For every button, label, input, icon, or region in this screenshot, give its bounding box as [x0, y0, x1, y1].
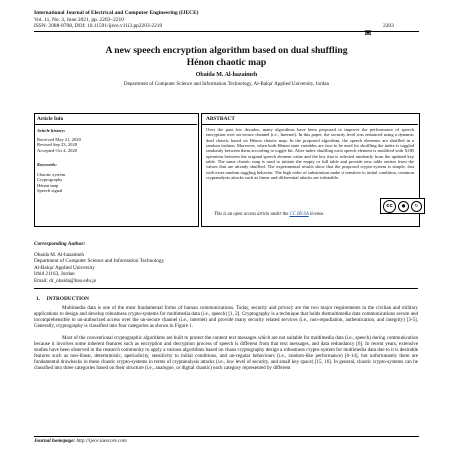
- article-info-heading: Article Info: [37, 116, 64, 122]
- cc-license-badge[interactable]: [380, 198, 425, 214]
- open-access-line: [214, 212, 324, 217]
- license-link[interactable]: CC BY-SA: [289, 212, 309, 217]
- paper-title: [34, 45, 419, 68]
- keyword-item: Cryptography: [37, 177, 63, 183]
- keyword-item: Speech signal: [37, 188, 63, 194]
- sa-icon: ↻: [411, 201, 422, 212]
- history-received: Received May 21, 2020: [37, 137, 81, 142]
- abstract-heading-rule: [201, 124, 418, 125]
- corresponding-department: Department of Computer Science and Information Technology: [34, 258, 165, 265]
- article-history-heading: Article history:: [37, 128, 66, 133]
- corresponding-university: Al-Balqa' Applied University: [34, 264, 95, 271]
- corresponding-email[interactable]: Email: dr_obaida@bau.edu.jo: [34, 277, 97, 284]
- introduction-paragraph-2: Most of the conventional cryptographic algorithms are built to protect the content text messages which are not suitable for multimedia data (i.e., speech) during communication because it involves some inherent features such as encryption and decryption process of speech is different from that text messages, and data redundancy [6]. In recent years, extensive studies have been observed in the research community to apply a various algorithms based on chaos cryptography design a robustness crypto-system for multimedia data due to it is desirable features such as non-linear, deterministic, aperiodicity, sensitivity to initial conditions, and un-regular behaviours (i.e., random-like performance) [6-14], but unfortunately there are fundamental drawbacks in these chaotic crypto-systems in terms of cryptanalysis attacks (i.e., low level of security, and small key space) [15, 16]. In general, chaotic crypto-systems can be classified into three categories based on their structure (i.e., analogue, or digital chaotic) each category represented by different: [34, 335, 418, 372]
- license-text: This is an open access article under the: [214, 212, 289, 217]
- by-icon: ●: [398, 201, 409, 212]
- history-revised: Revised Sep 23, 2020: [37, 142, 78, 148]
- journal-volume: Vol. 11, No. 3, June 2021, pp. 2203~2210: [34, 16, 124, 23]
- keyword-item: Chaotic system: [37, 172, 66, 177]
- article-history-list: [37, 137, 81, 153]
- title-line-2: Hénon chaotic map: [186, 56, 267, 68]
- abstract-text: Over the past few decades, many algorithms have been proposed to improve the performance of speech encryption over un-secure channel (i.e., Internet). In this paper, the security level was enhanced using a dynamic dual chaotic based on Hénon chaotic map. In the proposed algorithm, the speech elements are shuffled in a random fashion. Moreover, when both Hénon state variables are face to be used for shuffling the index is toggled randomly between them according to toggle bit. After index shuffling each speech element is modified with XOR operation between the original speech element value and the key that is selected randomly from the updated key table. The same chaotic map is used to initiate the empty or full table and provide new table entries from the values that are already shuffled. The experimental results show that the proposed crypto-system is simple, fast with extra random toggling behavior. The high order of substitution make it sensitive to initial condition, common cryptanalysis attacks such as linear and differential attacks are infeasible.: [206, 127, 414, 181]
- footer-rule: [34, 436, 419, 437]
- title-line-1: A new speech encryption algorithm based on dual shuffling: [105, 45, 348, 56]
- history-accepted: Accepted Oct 4, 2020: [37, 147, 78, 153]
- homepage-label: Journal homepage:: [34, 438, 76, 444]
- header-rule: [34, 31, 419, 32]
- page-number: 2203: [383, 23, 394, 29]
- keywords-heading: Keywords:: [37, 162, 57, 167]
- introduction-paragraph-1: Multimedia data is one of the most fundamental forms of human communications. Today, security and privacy are the two major requirements in the civilian and military applications to design and develop robustness crypto-systems for multimedia data (i.e., speech) [1, 2]. Cryptography is a technique that holds themultimedia data communications secure and incomprehensible to un-authorized access over the un-secure channel (i.e., internet) and provide many security related services (i.e., non-repudiation, authentication, and integrity) [3-5]. Generally, cryptography is classified into four categories as shown in Figure 1.: [34, 305, 418, 330]
- author-name: Obaida M. Al-hazaimeh: [195, 72, 258, 78]
- article-info-heading-rule: [34, 124, 197, 125]
- journal-logo-icon: [365, 22, 371, 27]
- license-suffix: license.: [309, 212, 325, 217]
- introduction-heading: 1. INTRODUCTION: [36, 296, 89, 302]
- corresponding-name: Obaida M. Al-hazaimeh: [34, 252, 84, 258]
- corresponding-rule: [34, 288, 418, 289]
- abstract-heading: ABSTRACT: [206, 116, 235, 122]
- journal-name: International Journal of Electrical and Computer Engineering (IJECE): [34, 10, 199, 16]
- cc-icon: cc: [383, 200, 396, 213]
- homepage-url[interactable]: http://ijece.iaescore.com: [76, 438, 127, 444]
- corresponding-details: [34, 252, 164, 284]
- author-affiliation: Department of Computer Science and Information Technology, Al-Balqa' Applied University, Jordan: [123, 81, 330, 87]
- keywords-list: [37, 172, 65, 194]
- journal-issn-doi: ISSN: 2088-8708, DOI: 10.11591/ijece.v11i3.pp2203-2210: [34, 23, 163, 29]
- keyword-item: Hénon map: [37, 182, 59, 188]
- corresponding-heading: Corresponding Author:: [34, 241, 86, 247]
- corresponding-address: Irbid 21163, Jordan: [34, 271, 75, 278]
- journal-homepage: [34, 438, 127, 444]
